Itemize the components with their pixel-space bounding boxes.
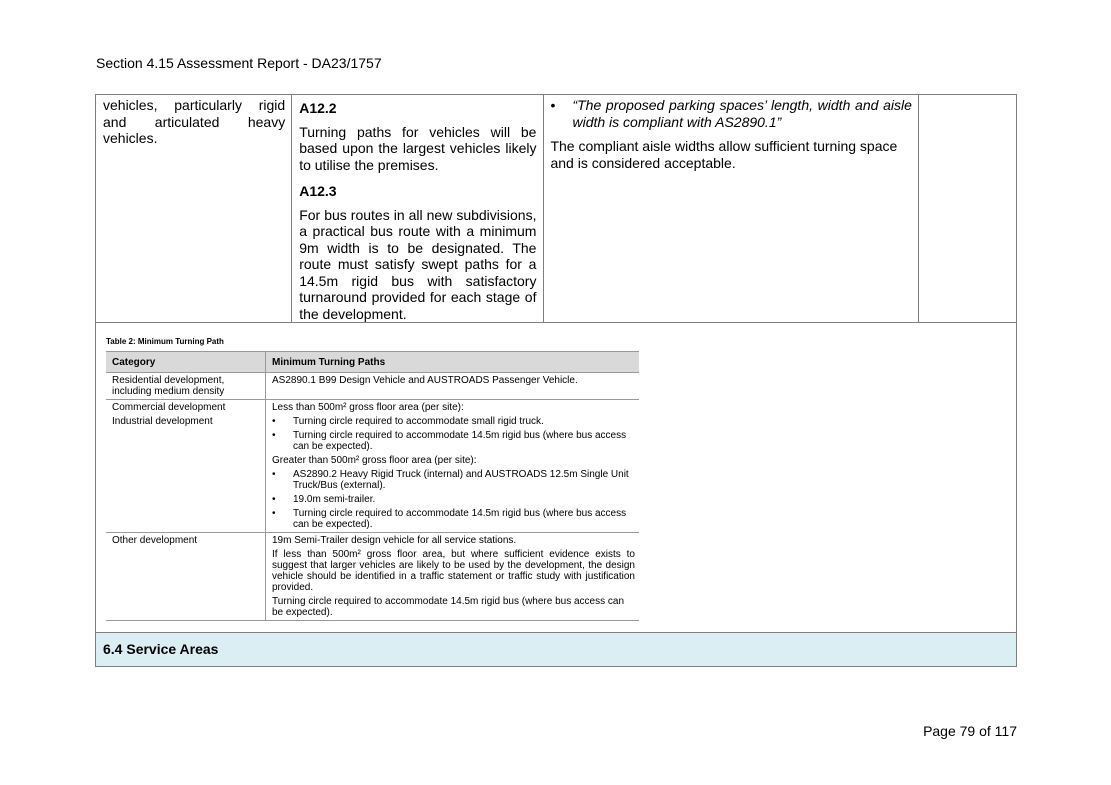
control-text: vehicles, particularly rigid and articulated heavy vehicles.	[103, 97, 286, 146]
table-row	[96, 323, 1017, 633]
table-row	[106, 373, 639, 400]
bullet-icon: •	[272, 430, 276, 441]
path-commercial	[266, 400, 640, 533]
path-residential: AS2890.1 B99 Design Vehicle and AUSTROADS Passenger Vehicle.	[266, 373, 640, 400]
category-other: Other development	[106, 533, 266, 621]
a12-2-text: Turning paths for vehicles will be based upon the largest vehicles likely to utilise the premises.	[299, 123, 537, 173]
assessment-cell	[544, 95, 918, 323]
a12-2-heading: A12.2	[299, 100, 337, 116]
page-header: Section 4.15 Assessment Report - DA23/1757	[96, 55, 382, 71]
table2-title: Table 2: Minimum Turning Path	[106, 337, 224, 346]
other-line-1: 19m Semi-Trailer design vehicle for all service stations.	[272, 535, 517, 546]
assessment-table	[95, 94, 1017, 667]
bullet-icon: •	[272, 494, 276, 505]
assessment-comment: The compliant aisle widths allow sufficient turning space and is considered acceptable.	[550, 138, 898, 171]
list-item: • Turning circle required to accommodate 14.5m rigid bus (where bus access can be expected).	[272, 508, 627, 530]
list-item: • AS2890.2 Heavy Rigid Truck (internal) and AUSTROADS 12.5m Single Unit Truck/Bus (external).	[272, 469, 629, 491]
bullet-icon: •	[272, 416, 276, 427]
table-header-row	[106, 352, 639, 373]
less-than-heading: Less than 500m² gross floor area (per site):	[272, 402, 464, 413]
bullet-icon: •	[272, 508, 276, 519]
embedded-table-cell	[96, 323, 1017, 633]
table-row	[96, 95, 1017, 323]
list-item: • Turning circle required to accommodate 14.5m rigid bus (where bus access can be expected).	[272, 430, 627, 452]
requirements-cell	[292, 95, 544, 323]
control-text-cell	[96, 95, 292, 323]
list-item: • Turning circle required to accommodate small rigid truck.	[272, 416, 544, 427]
greater-than-heading: Greater than 500m² gross floor area (per site):	[272, 455, 477, 466]
quote-item	[550, 97, 911, 130]
section-heading-service-areas: 6.4 Service Areas	[96, 633, 1017, 667]
a12-3-heading: A12.3	[299, 183, 337, 199]
table-row	[96, 633, 1017, 667]
category-industrial-label: Industrial development	[112, 416, 213, 427]
category-residential: Residential development, including medium density	[106, 373, 266, 400]
minimum-turning-path-table	[106, 351, 639, 621]
list-item: • 19.0m semi-trailer.	[272, 494, 376, 505]
column-header-category: Category	[106, 352, 266, 373]
table-row	[106, 533, 639, 621]
bullet-icon: •	[272, 469, 276, 480]
compliance-cell	[918, 95, 1016, 323]
path-other	[266, 533, 640, 621]
a12-3-text: For bus routes in all new subdivisions, a practical bus route with a minimum 9m width is to be designated. The route must satisfy swept paths for a 14.5m rigid bus with satisfactory turnaround provided for each stage of the development.	[299, 206, 537, 322]
category-commercial-label: Commercial development	[112, 402, 226, 413]
other-line-3: Turning circle required to accommodate 14.5m rigid bus (where bus access can be expected).	[272, 596, 625, 618]
column-header-paths: Minimum Turning Paths	[266, 352, 640, 373]
table-row	[106, 400, 639, 533]
other-line-2: If less than 500m² gross floor area, but where sufficient evidence exists to suggest that larger vehicles are likely to be used by the development, the design vehicle should be identified in a traffic statement or traffic study with justification provided.	[272, 549, 635, 593]
category-commercial	[106, 400, 266, 533]
bullet-icon: •	[550, 97, 556, 113]
applicant-quote: “The proposed parking spaces’ length, width and aisle width is compliant with AS2890.1”	[572, 97, 912, 130]
page-number: Page 79 of 117	[923, 723, 1017, 739]
